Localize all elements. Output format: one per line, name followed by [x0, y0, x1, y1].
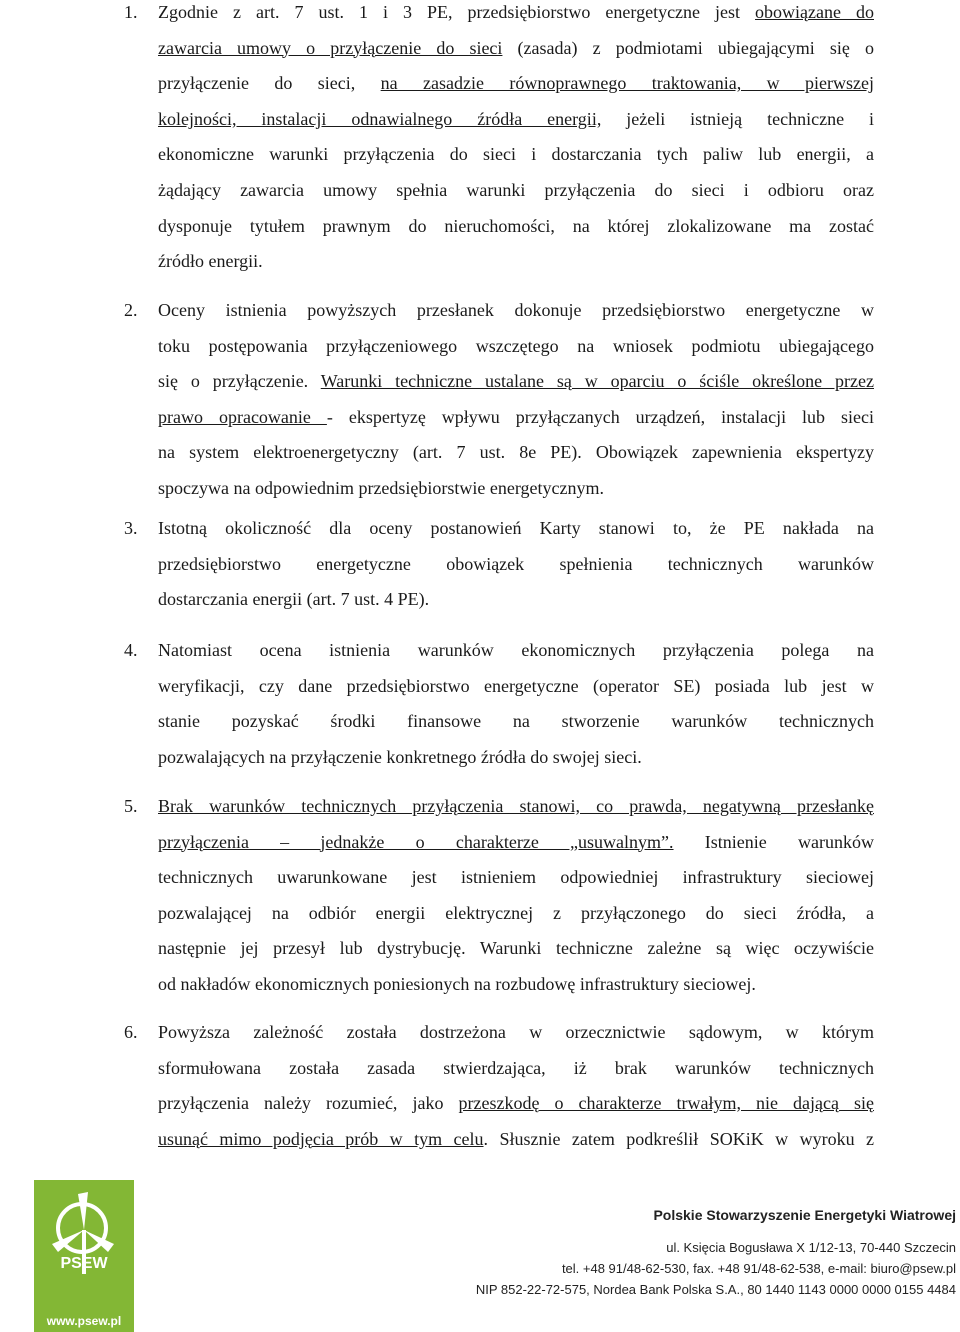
text-line — [158, 711, 874, 732]
text-line — [158, 1093, 874, 1114]
underlined-text: obowiązane do — [755, 2, 874, 22]
text-segment: od nakładów ekonomicznych poniesionych na rozbudowę infrastruktury sieciowej. — [158, 974, 756, 994]
text-line — [158, 442, 874, 463]
text-segment: Powyższa zależność została dostrzeżona w orzecznictwie sądowym, w którym — [158, 1022, 874, 1042]
org-contact: tel. +48 91/48-62-530, fax. +48 91/48-62-538, e-mail: biuro@psew.pl — [561, 1261, 956, 1276]
underlined-text: na zasadzie równoprawnego traktowania, w pierwszej — [380, 73, 874, 94]
text-segment: ekonomiczne warunki przyłączenia do sieci i dostarczania tych paliw lub energii, a — [158, 144, 874, 165]
text-line — [158, 251, 263, 272]
text-segment: następnie jej przesył lub dystrybucję. Warunki techniczne zależne są więc oczywiście — [158, 938, 874, 959]
text-segment: stanie pozyskać środki finansowe na stworzenie warunków technicznych — [158, 711, 874, 732]
text-line — [158, 589, 429, 610]
text-line — [158, 478, 604, 499]
paragraph-number: 1. — [124, 2, 138, 22]
text-segment: - ekspertyzę wpływu przyłączanych urządzeń, instalacji lub sieci — [326, 406, 875, 427]
text-segment: technicznych uwarunkowane jest istnieniem odpowiedniej infrastruktury sieciowej — [158, 867, 874, 888]
psew-logo — [34, 1180, 134, 1332]
text-segment: sformułowana została zasada stwierdzająca, iż brak warunków technicznych — [158, 1057, 874, 1078]
text-segment: pozwalającej na odbiór energii elektrycznej z przyłączonego do sieci źródła, a — [158, 902, 874, 923]
underlined-text: Warunki techniczne ustalane są w oparciu o ściśle określone przez — [320, 371, 874, 392]
underlined-text: prawo opracowanie — [158, 406, 327, 427]
text-line — [158, 554, 874, 575]
text-line — [158, 832, 874, 853]
text-line — [158, 640, 874, 661]
text-segment: jeżeli istnieją techniczne i — [601, 108, 874, 129]
text-segment: Istnienie warunków — [673, 831, 874, 852]
paragraph-number: 2. — [124, 300, 138, 320]
paragraph-number: 3. — [124, 518, 138, 538]
website-link[interactable]: www.psew.pl — [46, 1314, 122, 1328]
underlined-text: przyłączenia – jednakże o charakterze „usuwalnym”. — [158, 831, 674, 852]
underlined-text: usunąć mimo podjęcia prób w tym celu — [158, 1128, 484, 1149]
underlined-text: przeszkodę o charakterze trwałym, nie dającą się — [458, 1093, 875, 1114]
text-line — [158, 407, 874, 428]
text-segment: (zasada) z podmiotami ubiegającymi się o — [502, 37, 875, 58]
text-line — [158, 73, 874, 94]
text-segment: weryfikacji, czy dane przedsiębiorstwo energetyczne (operator SE) posiada lub jest w — [158, 675, 874, 696]
text-segment: toku postępowania przyłączeniowego wszczętego na wniosek podmiotu ubiegającego — [158, 335, 874, 356]
org-address: ul. Księcia Bogusława X 1/12-13, 70-440 Szczecin — [666, 1240, 956, 1255]
text-segment: przedsiębiorstwo energetyczne obowiązek spełnienia technicznych warunków — [158, 553, 874, 574]
text-line — [158, 216, 874, 237]
text-line — [158, 300, 874, 321]
text-segment: Natomiast ocena istnienia warunków ekonomicznych przyłączenia polega na — [158, 640, 874, 660]
text-segment: Oceny istnienia powyższych przesłanek dokonuje przedsiębiorstwo energetyczne w — [158, 300, 874, 320]
text-line — [158, 144, 874, 165]
text-line — [158, 2, 874, 23]
underlined-text: zawarcia umowy o przyłączenie do sieci — [158, 37, 503, 58]
wind-turbine-icon — [34, 1180, 134, 1290]
text-line — [158, 796, 874, 817]
text-line — [158, 747, 642, 768]
text-segment: Zgodnie z art. 7 ust. 1 i 3 PE, przedsiębiorstwo energetyczne jest — [158, 2, 756, 22]
text-line — [158, 974, 756, 995]
text-segment: dostarczania energii (art. 7 ust. 4 PE). — [158, 589, 430, 610]
text-line — [158, 1129, 874, 1150]
text-segment: spoczywa na odpowiednim przedsiębiorstwie energetycznym. — [158, 478, 605, 498]
org-name: Polskie Stowarzyszenie Energetyki Wiatrowej — [653, 1207, 956, 1223]
text-line — [158, 1022, 874, 1043]
text-segment: żądający zawarcia umowy spełnia warunki przyłączenia do sieci i odbioru oraz — [158, 180, 874, 200]
text-line — [158, 38, 874, 59]
org-bank-details: NIP 852-22-72-575, Nordea Bank Polska S.A., 80 1440 1143 0000 0000 0155 4484 — [475, 1282, 956, 1297]
underlined-text: kolejności, instalacji odnawialnego źródła energii, — [158, 108, 602, 129]
text-line — [158, 903, 874, 924]
text-segment: źródło energii. — [158, 251, 263, 272]
text-line — [158, 371, 874, 392]
text-segment: pozwalających na przyłączenie konkretnego źródła do swojej sieci. — [158, 746, 642, 767]
text-segment: dysponuje tytułem prawnym do nieruchomości, na której zlokalizowane ma zostać — [158, 215, 874, 236]
underlined-text: Brak warunków technicznych przyłączenia stanowi, co prawda, negatywną przesłankę — [158, 796, 874, 816]
text-segment: się o przyłączenie. — [158, 371, 321, 392]
text-line — [158, 938, 874, 959]
paragraph-number: 6. — [124, 1022, 138, 1042]
text-line — [158, 1058, 874, 1079]
text-line — [158, 518, 874, 539]
text-segment: Istotną okoliczność dla oceny postanowień Karty stanowi to, że PE nakłada na — [158, 518, 874, 538]
text-segment: przyłączenie do sieci, — [158, 73, 381, 94]
text-line — [158, 336, 874, 357]
paragraph-number: 4. — [124, 640, 138, 660]
text-segment: . Słusznie zatem podkreślił SOKiK w wyroku z — [483, 1128, 874, 1149]
text-line — [158, 109, 874, 130]
text-line — [158, 180, 874, 201]
paragraph-number: 5. — [124, 796, 138, 816]
text-segment: na system elektroenergetyczny (art. 7 ust. 8e PE). Obowiązek zapewnienia ekspertyzy — [158, 442, 874, 463]
text-segment: przyłączenia należy rozumieć, jako — [158, 1093, 459, 1114]
logo-wordmark: PSEW — [60, 1255, 108, 1272]
text-line — [158, 867, 874, 888]
text-line — [158, 676, 874, 697]
